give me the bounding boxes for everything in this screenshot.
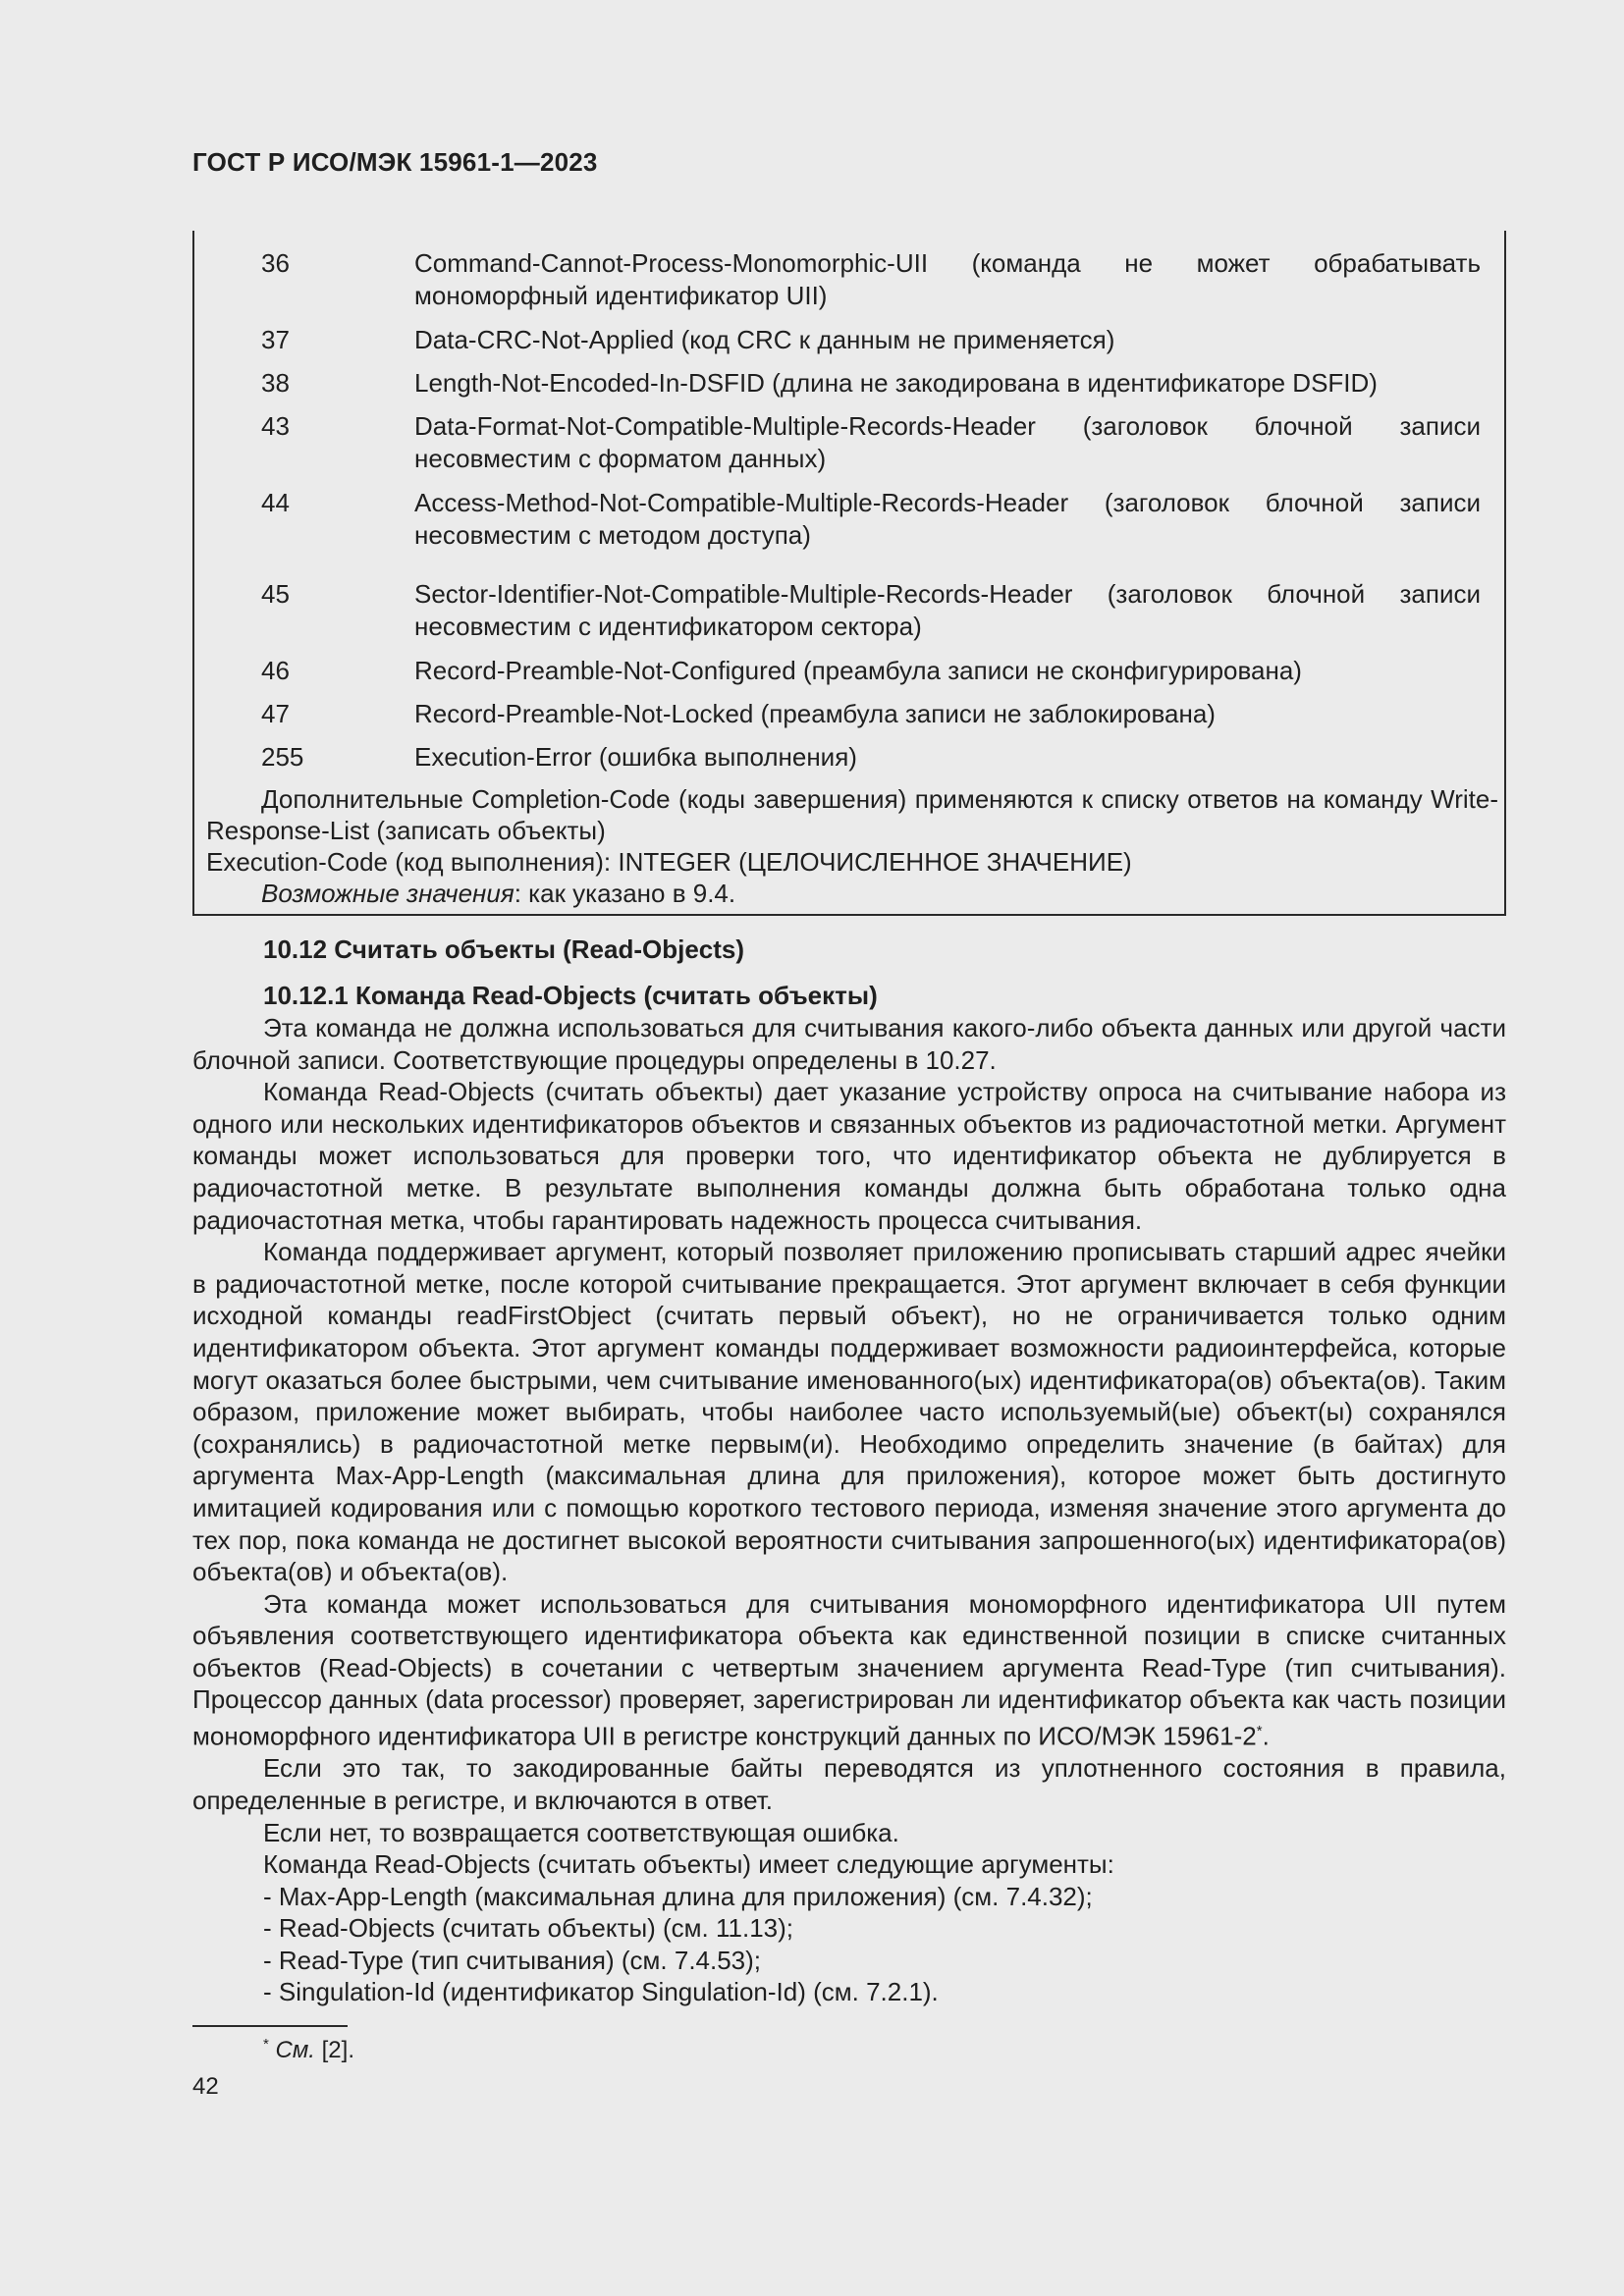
possible-values-label: Возможные значения	[261, 879, 514, 908]
box-notes	[206, 783, 1498, 909]
possible-values-line	[206, 878, 1498, 909]
code-number: 36	[261, 248, 290, 278]
argument-item: - Read-Type (тип считывания) (см. 7.4.53);	[263, 1945, 762, 1975]
code-number: 255	[261, 742, 304, 772]
completion-codes-table	[192, 231, 1506, 916]
execution-code-line: Execution-Code (код выполнения): INTEGER (ЦЕЛОЧИСЛЕННОЕ ЗНАЧЕНИЕ)	[206, 847, 1132, 877]
code-description: Command-Cannot-Process-Monomorphic-UII (команда не может обрабатывать мономорфный идентификатор UII)	[414, 248, 1481, 310]
footnote	[263, 2030, 354, 2065]
footnote-divider	[192, 2025, 348, 2027]
paragraph: Команда Read-Objects (считать объекты) имеет следующие аргументы:	[263, 1849, 1114, 1880]
paragraph: Если нет, то возвращается соответствующая ошибка.	[263, 1817, 899, 1847]
code-description: Access-Method-Not-Compatible-Multiple-Records-Header (заголовок блочной записи несовместим с методом доступа)	[414, 488, 1481, 550]
page-number: 42	[192, 2073, 219, 2100]
code-number: 43	[261, 411, 290, 441]
code-description: Execution-Error (ошибка выполнения)	[414, 742, 857, 772]
code-number: 46	[261, 656, 290, 685]
code-description: Record-Preamble-Not-Configured (преамбула записи не сконфигурирована)	[414, 656, 1302, 685]
paragraph: Команда Read-Objects (считать объекты) дает указание устройству опроса на считывание набора из одного или нескольких идентификаторов объектов и связанных объектов из радиочастотной метки. Аргумент команды может использоваться для проверки того, что идентификатор объекта не дублируется в радиочастотной метке. В результате выполнения команды должна быть обработана только одна радиочастотная метка, чтобы гарантировать надежность процесса считывания.	[192, 1077, 1506, 1235]
code-number: 44	[261, 488, 290, 517]
paragraph: Если это так, то закодированные байты переводятся из уплотненного состояния в правила, определенные в регистре, и включаются в ответ.	[192, 1753, 1506, 1815]
paragraph-end: .	[1262, 1721, 1270, 1751]
argument-item: - Read-Objects (считать объекты) (см. 11.13);	[263, 1913, 794, 1944]
possible-values-text: : как указано в 9.4.	[514, 879, 736, 908]
code-number: 47	[261, 699, 290, 728]
paragraph	[192, 1588, 1506, 1753]
additional-codes-note: Дополнительные Completion-Code (коды завершения) применяются к списку ответов на команду Write-Response-List (записать объекты)	[206, 784, 1498, 845]
paragraph-text: Эта команда может использоваться для считывания мономорфного идентификатора UII путем объявления соответствующего идентификатора объекта как единственной позиции в списке считанных объектов (Read-Objects) в сочетании с четвертым значением аргумента Read-Type (тип считывания). Процессор данных (data processor) проверяет, зарегистрирован ли идентификатор объекта как часть позиции мономорфного идентификатора UII в регистре конструкций данных по ИСО/МЭК 15961-2	[192, 1588, 1506, 1751]
footnote-mark: *	[263, 2036, 269, 2053]
section-content	[192, 933, 1506, 2008]
code-description: Record-Preamble-Not-Locked (преамбула записи не заблокирована)	[414, 699, 1216, 728]
code-number: 38	[261, 368, 290, 398]
document-header: ГОСТ Р ИСО/МЭК 15961-1—2023	[192, 147, 598, 177]
paragraph: Команда поддерживает аргумент, который позволяет приложению прописывать старший адрес ячейки в радиочастотной метке, после которой считывание прекращается. Этот аргумент включает в себя функции исходной команды readFirstObject (считать первый объект), но не ограничивается только одним идентификатором объекта. Этот аргумент команды поддерживает возможности радиоинтерфейса, которые могут оказаться более быстрыми, чем считывание именованного(ых) идентификатора(ов) объекта(ов). Таким образом, приложение может выбирать, чтобы наиболее часто используемый(ые) объект(ы) сохранялся (сохранялись) в радиочастотной метке первым(и). Необходимо определить значение (в байтах) для аргумента Max-App-Length (максимальная длина для приложения), которое может быть достигнуто имитацией кодирования или с помощью короткого тестового периода, изменяя значение этого аргумента до тех пор, пока команда не достигнет высокой вероятности считывания запрошенного(ых) идентификатора(ов) объекта(ов) и объекта(ов).	[192, 1237, 1506, 1587]
code-description: Length-Not-Encoded-In-DSFID (длина не закодирована в идентификаторе DSFID)	[414, 368, 1378, 398]
argument-item: - Max-App-Length (максимальная длина для приложения) (см. 7.4.32);	[263, 1881, 1093, 1911]
footnote-text: [2].	[314, 2037, 354, 2063]
section-heading: 10.12 Считать объекты (Read-Objects)	[263, 934, 745, 964]
subsection-heading: 10.12.1 Команда Read-Objects (считать объекты)	[263, 981, 878, 1010]
code-number: 37	[261, 325, 290, 354]
code-description: Data-Format-Not-Compatible-Multiple-Records-Header (заголовок блочной записи несовместим с форматом данных)	[414, 411, 1481, 473]
argument-item: - Singulation-Id (идентификатор Singulation-Id) (см. 7.2.1).	[263, 1977, 939, 2007]
code-number: 45	[261, 579, 290, 609]
code-description: Sector-Identifier-Not-Compatible-Multiple-Records-Header (заголовок блочной записи несовместим с идентификатором сектора)	[414, 579, 1481, 641]
paragraph: Эта команда не должна использоваться для считывания какого-либо объекта данных или другой части блочной записи. Соответствующие процедуры определены в 10.27.	[192, 1013, 1506, 1075]
code-description: Data-CRC-Not-Applied (код CRC к данным не применяется)	[414, 325, 1115, 354]
footnote-ref: См.	[275, 2037, 315, 2063]
footnote-marker: *	[1256, 1723, 1263, 1740]
